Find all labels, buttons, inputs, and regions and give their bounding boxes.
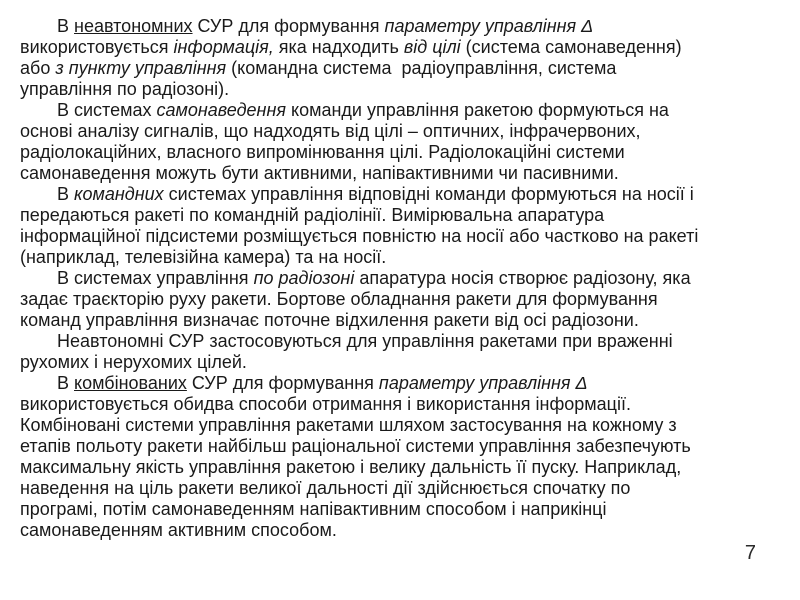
text-segment: максимальну якість управління ракетою і велику дальність її пуску. Наприклад, [20, 457, 682, 477]
text-segment: радіолокаційних, власного випромінювання цілі. Радіолокаційні системи [20, 142, 625, 162]
text-segment: наведення на ціль ракети великої дальності дії здійснюється спочатку по [20, 478, 631, 498]
paragraph [20, 331, 790, 373]
text-line [20, 184, 790, 205]
text-segment: системах управління відповідні команди формуються на носії і [163, 184, 694, 204]
text-segment: комбінованих [74, 373, 187, 393]
text-segment: самонаведення [156, 100, 286, 120]
text-segment: рухомих і нерухомих цілей. [20, 352, 247, 372]
text-line [20, 415, 790, 436]
text-segment: команди управління ракетою формуються на [286, 100, 669, 120]
text-line [20, 310, 790, 331]
text-segment: команд управління визначає поточне відхилення ракети від осі радіозони. [20, 310, 639, 330]
slide-body-text [20, 16, 790, 541]
text-line [20, 289, 790, 310]
text-segment: В системах управління [57, 268, 254, 288]
text-segment: по радіозоні [253, 268, 355, 288]
text-segment: з пункту управління [55, 58, 227, 78]
text-line [20, 58, 790, 79]
text-segment: Комбіновані системи управління ракетами шляхом застосування на кожному з [20, 415, 677, 435]
text-line [20, 352, 790, 373]
text-line [20, 373, 790, 394]
text-segment: інформація, [173, 37, 274, 57]
text-segment: інформаційної підсистеми розміщується повністю на носії або частково на ракеті [20, 226, 699, 246]
text-line [20, 268, 790, 289]
text-line [20, 478, 790, 499]
text-line [20, 163, 790, 184]
paragraph [20, 100, 790, 184]
text-segment: неавтономних [74, 16, 193, 36]
text-line [20, 499, 790, 520]
text-segment: В системах [57, 100, 157, 120]
page-number: 7 [744, 542, 756, 564]
text-line [20, 16, 790, 37]
text-segment: етапів польоту ракети найбільш раціональної системи управління забезпечують [20, 436, 691, 456]
text-line [20, 79, 790, 100]
text-segment: передаються ракеті по командній радіолінії. Вимірювальна апаратура [20, 205, 605, 225]
text-line [20, 205, 790, 226]
paragraph [20, 184, 790, 268]
text-segment: від цілі [403, 37, 461, 57]
text-segment: самонаведенням активним способом. [20, 520, 337, 540]
text-segment: яка надходить [273, 37, 404, 57]
text-line [20, 457, 790, 478]
text-segment: (командна система радіоуправління, система [226, 58, 617, 78]
text-segment: параметру управління Δ [384, 16, 594, 36]
text-segment: або [20, 58, 56, 78]
text-line [20, 121, 790, 142]
text-line [20, 226, 790, 247]
paragraph [20, 373, 790, 541]
paragraph [20, 268, 790, 331]
text-segment: командних [74, 184, 164, 204]
paragraph [20, 16, 790, 100]
text-line [20, 37, 790, 58]
text-segment: апаратура носія створює радіозону, яка [354, 268, 691, 288]
text-segment: СУР для формування [192, 16, 385, 36]
text-segment: програмі, потім самонаведенням напівактивним способом і наприкінці [20, 499, 607, 519]
text-line [20, 394, 790, 415]
text-segment: СУР для формування [186, 373, 379, 393]
text-segment: параметру управління Δ [378, 373, 588, 393]
text-line [20, 436, 790, 457]
text-line [20, 100, 790, 121]
text-segment: управління по радіозоні). [20, 79, 230, 99]
text-line [20, 331, 790, 352]
text-segment: задає траєкторію руху ракети. Бортове обладнання ракети для формування [20, 289, 658, 309]
text-segment: основі аналізу сигналів, що надходять від цілі – оптичних, інфрачервоних, [20, 121, 641, 141]
text-segment: (наприклад, телевізійна камера) та на носії. [20, 247, 387, 267]
text-segment: В [57, 16, 75, 36]
text-segment: Неавтономні СУР застосовуються для управління ракетами при враженні [57, 331, 673, 351]
text-segment: використовується [20, 37, 174, 57]
text-segment: В [57, 184, 75, 204]
text-line [20, 247, 790, 268]
text-line [20, 520, 790, 541]
text-segment: (система самонаведення) [460, 37, 682, 57]
text-segment: В [57, 373, 75, 393]
text-segment: самонаведення можуть бути активними, напівактивними чи пасивними. [20, 163, 619, 183]
text-line [20, 142, 790, 163]
text-segment: використовується обидва способи отримання і використання інформації. [20, 394, 631, 414]
